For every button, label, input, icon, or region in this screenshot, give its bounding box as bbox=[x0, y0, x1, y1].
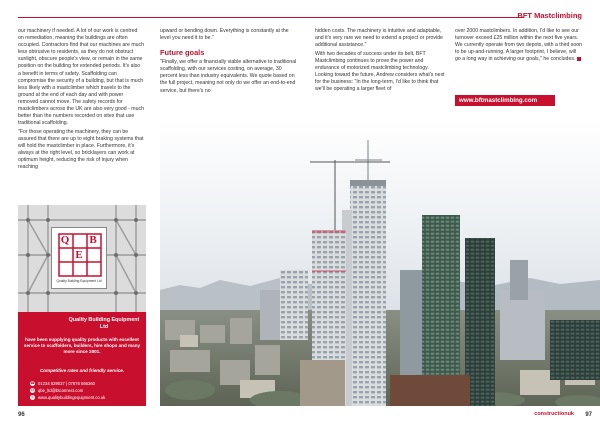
section-heading: Future goals bbox=[160, 48, 205, 58]
email-text: qbe_ltd@btconnect.com bbox=[38, 388, 84, 393]
page-number-left: 96 bbox=[18, 412, 25, 418]
paragraph: our machinery if needed. A lot of our work is centred on remediation, meaning the buildings are often occupied. Contractors find that our machines are much less obtrusive to residents, as they do not obstruct sunlight, obscure people's view, or remain in the same position on the building for extended periods. It's also a benefit in terms of safety. Scaffolding can compromise the security of a building, but that is much less likely with a mastclimber which travels to the ground at the end of each day and with power removed cannot move. The safety records for mastclimbers across the UK are also very good - much better than the numbers recorded on sites that use traditional scaffolding. bbox=[18, 28, 145, 127]
paragraph bbox=[455, 28, 583, 63]
contact-web[interactable] bbox=[30, 394, 142, 401]
advert-tagline: Competitive rates and friendly service. bbox=[39, 368, 125, 373]
contact-email[interactable] bbox=[30, 387, 142, 394]
globe-icon: ◎ bbox=[30, 395, 35, 400]
city-skyline-photo bbox=[160, 120, 600, 406]
logo-caption: Quality Building Equipment Ltd bbox=[56, 279, 102, 283]
article-column-3 bbox=[315, 28, 445, 95]
advert-title: Quality Building Equipment Ltd bbox=[68, 317, 140, 330]
paragraph: hidden costs. The machinery is intuitive and adaptable, and it's very rare we need to extend a project or provide additional assistance." bbox=[315, 28, 443, 49]
phone-icon: ☎ bbox=[30, 381, 35, 386]
advert-contact bbox=[30, 380, 142, 401]
paragraph: upward or bending down. Everything is constantly at the level you need it to be." bbox=[160, 28, 289, 42]
paragraph: "Finally, we offer a financially viable alternative to traditional scaffolding, with our services costing, on average, 30 percent less than industry equivalents. We quote based on the full project, meaning not only do we offer an end-to-end service, but there's no bbox=[160, 59, 297, 94]
phone-text: 01234 639037 | 07876 566360 bbox=[38, 381, 95, 386]
article-column-1 bbox=[18, 28, 144, 173]
advert-logo bbox=[51, 227, 107, 289]
paragraph: "For those operating the machinery, they can be assured that there are up to eight braking systems that will hold the mastclimber in place. Furthermore, it's always at the right level, so bricklayers can work at optimum height, reducing the risk of injury when reaching bbox=[18, 128, 144, 171]
web-text: www.qualitybuildingequipment.co.uk bbox=[38, 395, 106, 400]
paragraph: With two decades of success under its belt, BFT Mastclimbing continues to prove the power and endurance of motorized mastclimbing technology. Looking toward the future, Andrew considers what's next for the business: "In the long-term, I'd like to think that we'll be operating a larger fleet of bbox=[315, 50, 445, 93]
paragraph-text: over 2000 mastclimbers. In addition, I'd like to see our turnover exceed £25 million within the next five years. We currently operate from two depots, with a third soon to be up-and-running. A larger footprint, I believe, will go a long way in achieving our goals," he concludes. bbox=[455, 28, 583, 63]
logo-letter: B bbox=[89, 234, 97, 246]
advert bbox=[18, 205, 146, 406]
advert-image bbox=[18, 205, 146, 312]
article-column-2 bbox=[160, 28, 300, 96]
footer-brand: constructionuk bbox=[534, 411, 574, 417]
logo-letter: Q bbox=[60, 234, 70, 246]
article-column-4 bbox=[455, 28, 583, 65]
advert-body: have been supplying quality products with excellent service to scaffolders, builders, hire shops and many more since 2001. bbox=[23, 337, 141, 355]
email-icon: @ bbox=[30, 388, 35, 393]
header-rule bbox=[18, 17, 524, 18]
logo-letter: E bbox=[75, 249, 83, 261]
end-mark-icon bbox=[577, 57, 581, 61]
website-link[interactable]: www.bftmastclimbing.com bbox=[455, 95, 555, 106]
page-number-right: 97 bbox=[585, 412, 592, 418]
header-brand: BFT Mastclimbing bbox=[517, 11, 582, 20]
contact-phone bbox=[30, 380, 142, 387]
